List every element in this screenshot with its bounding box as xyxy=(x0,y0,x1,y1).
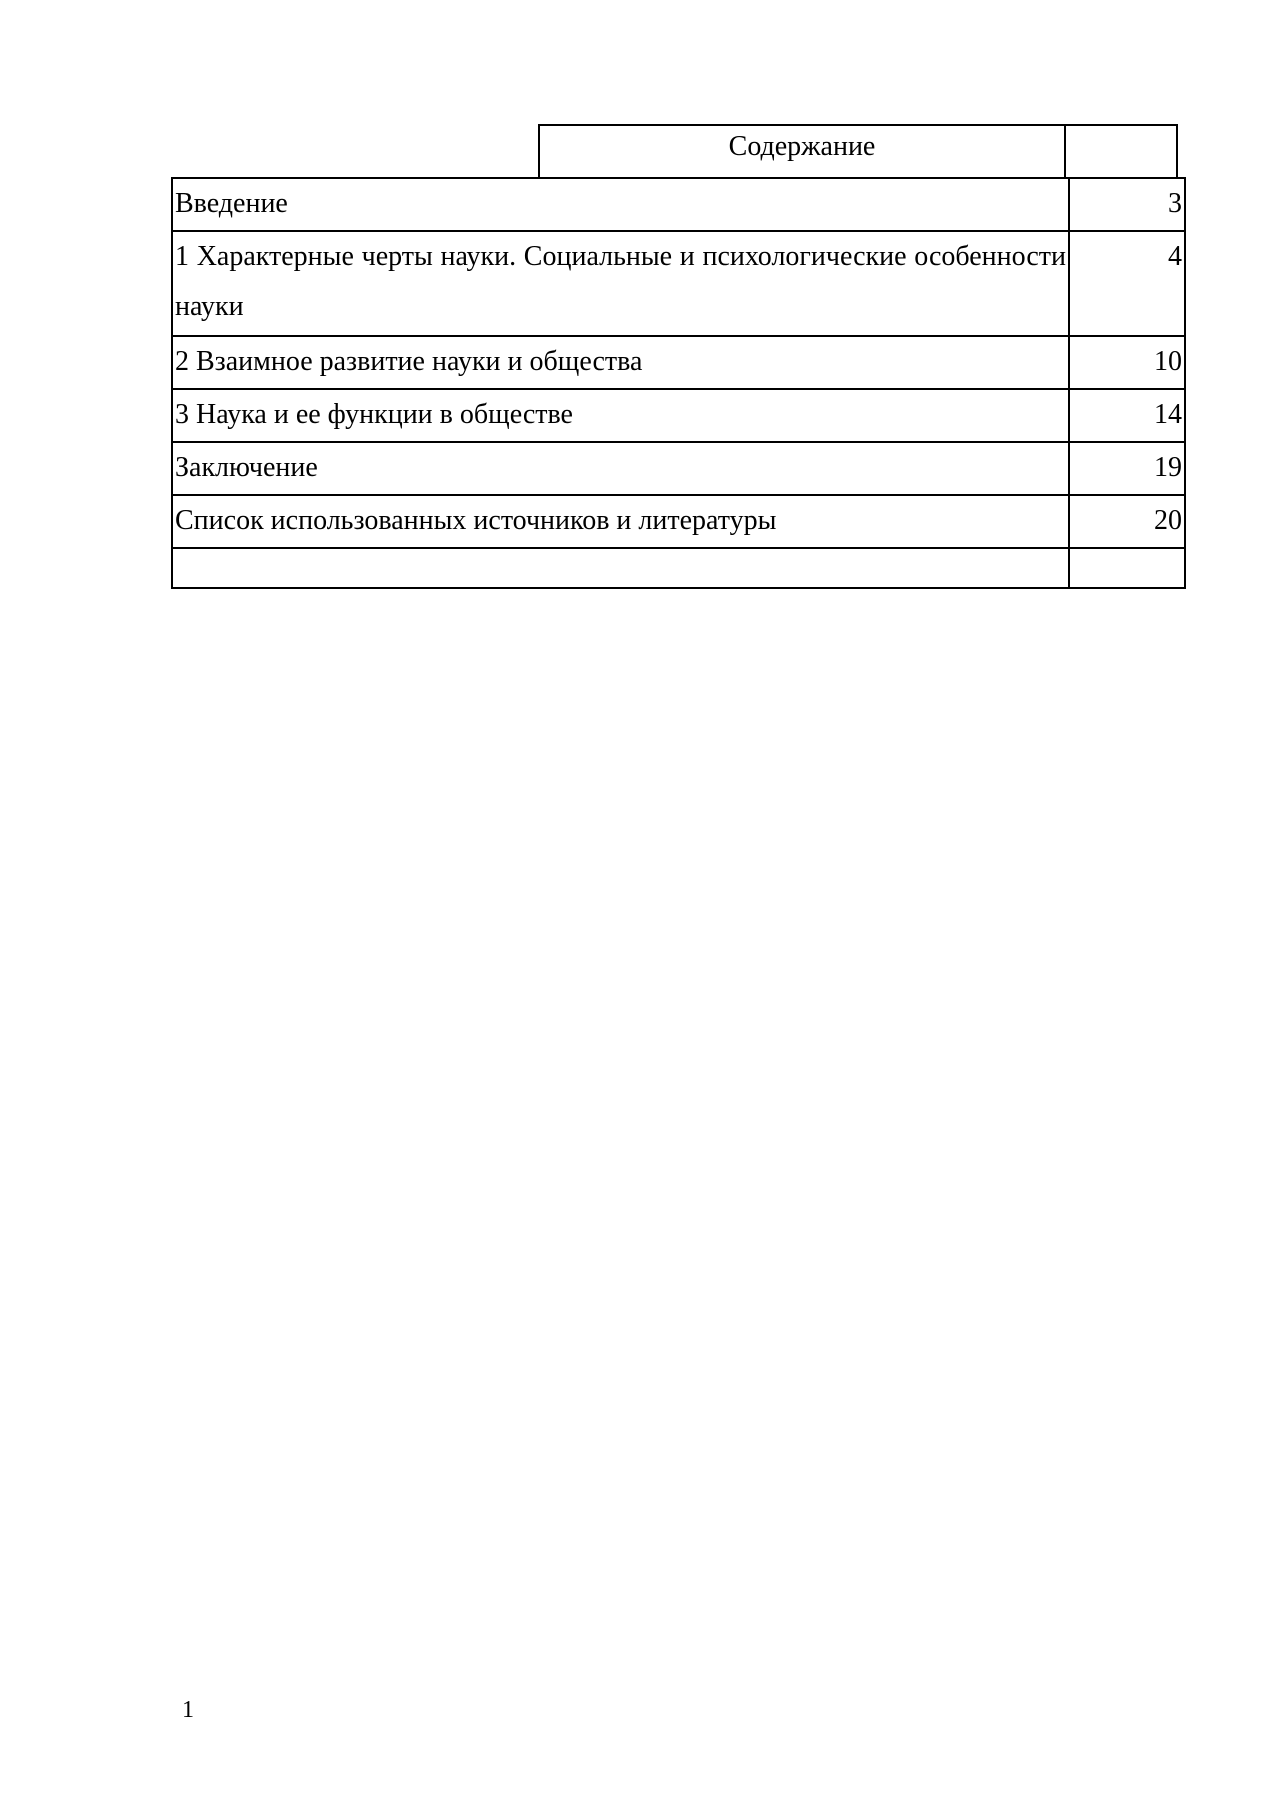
toc-entry-text: Список использованных источников и литературы xyxy=(172,495,1069,548)
toc-title: Содержание xyxy=(538,124,1066,179)
toc-row xyxy=(172,495,1185,548)
toc-entry-page: 3 xyxy=(1069,178,1185,231)
toc-entry-page: 19 xyxy=(1069,442,1185,495)
toc-entry-text: Введение xyxy=(172,178,1069,231)
toc-row xyxy=(172,389,1185,442)
toc-row xyxy=(172,442,1185,495)
toc-row-empty xyxy=(172,548,1185,588)
toc-entry-page: 20 xyxy=(1069,495,1185,548)
toc-entry-page: 14 xyxy=(1069,389,1185,442)
toc-entry-page: 10 xyxy=(1069,336,1185,389)
toc-entry-text-empty xyxy=(172,548,1069,588)
toc-entry-text: 2 Взаимное развитие науки и общества xyxy=(172,336,1069,389)
toc-title-page-cell xyxy=(1064,124,1178,179)
toc-entry-text: 1 Характерные черты науки. Социальные и психологические особенности науки xyxy=(172,231,1069,336)
toc-row xyxy=(172,231,1185,336)
toc-entry-page: 4 xyxy=(1069,231,1185,336)
toc-table xyxy=(171,177,1186,589)
toc-row xyxy=(172,336,1185,389)
toc-entry-text: 3 Наука и ее функции в обществе xyxy=(172,389,1069,442)
toc-entry-page-empty xyxy=(1069,548,1185,588)
toc-entry-text: Заключение xyxy=(172,442,1069,495)
toc-row xyxy=(172,178,1185,231)
page-number: 1 xyxy=(182,1697,194,1723)
